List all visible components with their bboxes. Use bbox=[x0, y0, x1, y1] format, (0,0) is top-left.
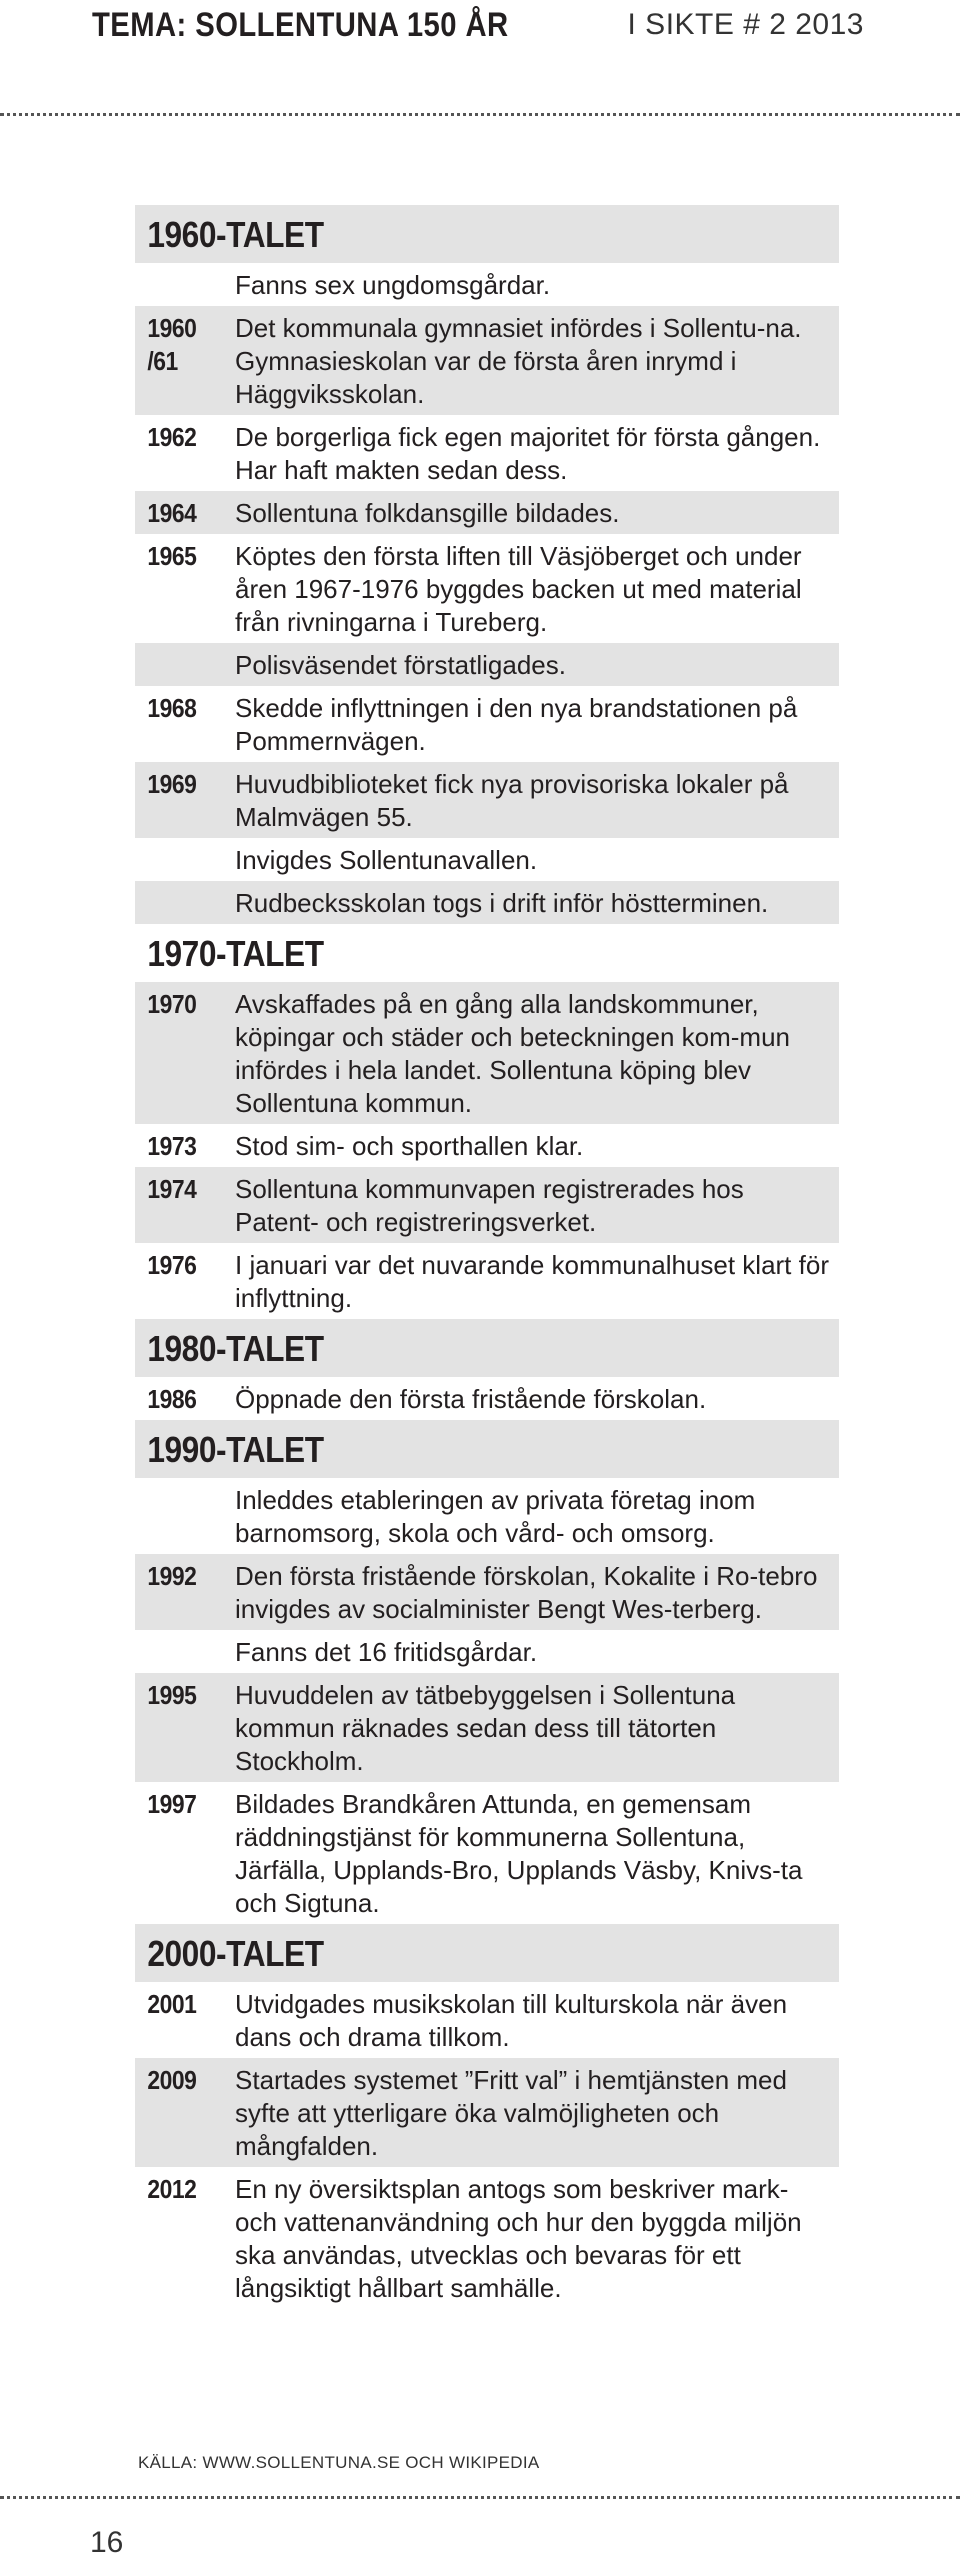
header-divider bbox=[0, 113, 960, 116]
entry-year: 1970 bbox=[147, 989, 197, 1019]
entry-year: 1962 bbox=[147, 422, 197, 452]
entry-text: En ny översiktsplan antogs som beskriver mark- och vattenanvändning och hur den byggda miljön ska användas, utvecklas och bevaras för ett långsiktigt hållbart samhälle. bbox=[235, 2174, 802, 2303]
timeline-entry bbox=[135, 838, 839, 881]
entry-year: 1995 bbox=[147, 1680, 197, 1710]
decade-title: 1960-TALET bbox=[147, 214, 324, 255]
entry-text: Fanns sex ungdomsgårdar. bbox=[235, 270, 551, 300]
entry-text: Bildades Brandkåren Attunda, en gemensam räddningstjänst för kommunerna Sollentuna, Järfälla, Upplands-Bro, Upplands Väsby, Knivs-ta och Sigtuna. bbox=[235, 1789, 803, 1918]
entry-text: Fanns det 16 fritidsgårdar. bbox=[235, 1637, 538, 1667]
header-issue: I SIKTE # 2 2013 bbox=[627, 8, 864, 41]
timeline-entry bbox=[135, 881, 839, 924]
timeline-entry bbox=[135, 982, 839, 1124]
decade-heading-row bbox=[135, 1924, 839, 1982]
entry-text: Polisväsendet förstatligades. bbox=[235, 650, 566, 680]
entry-year: 2012 bbox=[147, 2174, 197, 2204]
entry-text: Huvuddelen av tätbebyggelsen i Sollentuna kommun räknades sedan dess till tätorten Stockholm. bbox=[235, 1680, 736, 1776]
entry-year: 2009 bbox=[147, 2065, 197, 2095]
entry-text: Avskaffades på en gång alla landskommuner, köpingar och städer och beteckningen kom-mun infördes i hela landet. Sollentuna köping blev Sollentuna kommun. bbox=[235, 989, 790, 1118]
entry-year: 1968 bbox=[147, 693, 197, 723]
timeline-entry bbox=[135, 2058, 839, 2167]
entry-year: 1976 bbox=[147, 1250, 197, 1280]
timeline-entry bbox=[135, 2167, 839, 2309]
entry-text: Invigdes Sollentunavallen. bbox=[235, 845, 538, 875]
decade-title: 2000-TALET bbox=[147, 1933, 324, 1974]
entry-year bbox=[135, 649, 223, 682]
entry-text: Den första fristående förskolan, Kokalite i Ro-tebro invigdes av socialminister Bengt Wes-terberg. bbox=[235, 1561, 818, 1624]
entry-text: Startades systemet ”Fritt val” i hemtjänsten med syfte att ytterligare öka valmöjligheten och mångfalden. bbox=[235, 2065, 787, 2161]
entry-text: Köptes den första liften till Väsjöberget och under åren 1967-1976 byggdes backen ut med material från rivningarna i Tureberg. bbox=[235, 541, 802, 637]
timeline-entry bbox=[135, 686, 839, 762]
timeline-entry bbox=[135, 1377, 839, 1420]
entry-year: 1974 bbox=[147, 1174, 197, 1204]
timeline-entry bbox=[135, 1124, 839, 1167]
decade-heading-row bbox=[135, 1420, 839, 1478]
decade-title: 1990-TALET bbox=[147, 1429, 324, 1470]
entry-text: Huvudbiblioteket fick nya provisoriska lokaler på Malmvägen 55. bbox=[235, 769, 789, 832]
timeline-entry bbox=[135, 1167, 839, 1243]
footer-divider bbox=[0, 2496, 960, 2499]
entry-text: Sollentuna kommunvapen registrerades hos Patent- och registreringsverket. bbox=[235, 1174, 744, 1237]
timeline-entry bbox=[135, 263, 839, 306]
entry-year bbox=[135, 1484, 223, 1550]
entry-text: Skedde inflyttningen i den nya brandstationen på Pommernvägen. bbox=[235, 693, 798, 756]
page-number: 16 bbox=[90, 2526, 124, 2559]
entry-text: Utvidgades musikskolan till kulturskola när även dans och drama tillkom. bbox=[235, 1989, 788, 2052]
entry-text: Stod sim- och sporthallen klar. bbox=[235, 1131, 584, 1161]
source-credit: KÄLLA: WWW.SOLLENTUNA.SE OCH WIKIPEDIA bbox=[138, 2453, 540, 2472]
entry-year: 2001 bbox=[147, 1989, 197, 2019]
decade-heading-row bbox=[135, 205, 839, 263]
entry-text: De borgerliga fick egen majoritet för första gången. Har haft makten sedan dess. bbox=[235, 422, 821, 485]
timeline-entry bbox=[135, 643, 839, 686]
timeline-entry bbox=[135, 415, 839, 491]
entry-year: 1997 bbox=[147, 1789, 197, 1819]
timeline-entry bbox=[135, 1243, 839, 1319]
entry-year: 1992 bbox=[147, 1561, 197, 1591]
entry-year: 1986 bbox=[147, 1384, 197, 1414]
timeline-entry bbox=[135, 1478, 839, 1554]
entry-text: Inleddes etableringen av privata företag inom barnomsorg, skola och vård- och omsorg. bbox=[235, 1485, 756, 1548]
timeline-entry bbox=[135, 491, 839, 534]
timeline-entry bbox=[135, 306, 839, 415]
entry-text: Sollentuna folkdansgille bildades. bbox=[235, 498, 620, 528]
page-header bbox=[92, 6, 864, 50]
entry-year: 1964 bbox=[147, 498, 197, 528]
header-title: TEMA: SOLLENTUNA 150 ÅR bbox=[92, 6, 509, 44]
timeline-entry bbox=[135, 1630, 839, 1673]
entry-text: Rudbecksskolan togs i drift inför höstterminen. bbox=[235, 888, 769, 918]
entry-year bbox=[135, 844, 223, 877]
entry-text: Öppnade den första fristående förskolan. bbox=[235, 1384, 707, 1414]
timeline-entry bbox=[135, 1982, 839, 2058]
decade-title: 1970-TALET bbox=[147, 933, 324, 974]
timeline bbox=[135, 205, 839, 2309]
entry-year: 1973 bbox=[147, 1131, 197, 1161]
timeline-entry bbox=[135, 1782, 839, 1924]
entry-year: 1960 /61 bbox=[147, 313, 197, 376]
timeline-entry bbox=[135, 1554, 839, 1630]
entry-year bbox=[135, 1636, 223, 1669]
entry-text: Det kommunala gymnasiet infördes i Sollentu-na. Gymnasieskolan var de första åren inrymd i Häggviksskolan. bbox=[235, 313, 802, 409]
timeline-entry bbox=[135, 1673, 839, 1782]
entry-year bbox=[135, 269, 223, 302]
decade-heading-row bbox=[135, 1319, 839, 1377]
timeline-entry bbox=[135, 762, 839, 838]
decade-heading-row bbox=[135, 924, 839, 982]
entry-year: 1965 bbox=[147, 541, 197, 571]
timeline-entry bbox=[135, 534, 839, 643]
entry-year: 1969 bbox=[147, 769, 197, 799]
decade-title: 1980-TALET bbox=[147, 1328, 324, 1369]
entry-year bbox=[135, 887, 223, 920]
entry-text: I januari var det nuvarande kommunalhuset klart för inflyttning. bbox=[235, 1250, 829, 1313]
